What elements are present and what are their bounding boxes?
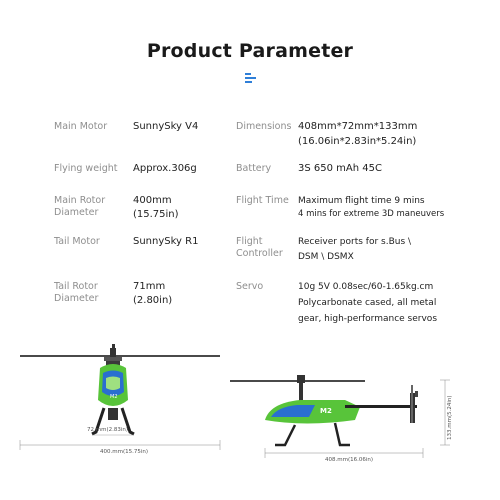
spec-label: Servo [236,281,264,292]
page-title: Product Parameter [146,40,354,62]
spec-label: Battery [236,163,272,174]
front-depth-label: 72.mm(2.83in) [87,427,129,433]
helicopter-side-view [225,345,500,465]
spec-label: Tail Rotor [54,281,98,292]
spec-value: 400mm [133,195,172,206]
spec-value: SunnySky R1 [133,236,199,247]
title-accent-icon [245,73,257,83]
side-height-label: 133.mm(5.24in) [447,395,453,440]
brand-side-text: M2 [320,407,332,415]
helicopter-side-icon [225,345,500,465]
brand-front-text: M2 [110,394,118,400]
spec-value: Maximum flight time 9 mins [298,196,425,206]
spec-label: Diameter [54,293,99,304]
spec-value: (2.80in) [133,295,173,306]
spec-label: Flight [236,236,263,247]
spec-label: Main Motor [54,121,108,132]
spec-value: (16.06in*2.83in*5.24in) [298,136,417,147]
spec-label: Controller [236,248,283,259]
helicopter-front-view [0,340,230,460]
spec-label: Dimensions [236,121,292,132]
spec-value: gear, high-performance servos [298,314,438,324]
spec-label: Flight Time [236,195,289,206]
spec-value: Polycarbonate cased, all metal [298,298,437,308]
spec-value: Approx.306g [133,163,197,174]
side-length-label: 408.mm(16.06in) [325,457,374,463]
spec-label: Flying weight [54,163,118,174]
front-width-label: 400.mm(15.75in) [100,449,149,455]
spec-value: 4 mins for extreme 3D maneuvers [298,209,445,219]
spec-value: SunnySky V4 [133,121,199,132]
spec-label: Main Rotor [54,195,106,206]
spec-label: Diameter [54,207,99,218]
spec-label: Tail Motor [54,236,100,247]
spec-value: DSM \ DSMX [298,252,354,262]
spec-value: 3S 650 mAh 45C [298,163,382,174]
spec-value: 408mm*72mm*133mm [298,121,418,132]
spec-value: 71mm [133,281,166,292]
spec-value: 10g 5V 0.08sec/60-1.65kg.cm [298,282,434,292]
spec-value: (15.75in) [133,209,179,220]
helicopter-front-icon [0,340,230,460]
spec-value: Receiver ports for s.Bus \ [298,237,412,247]
